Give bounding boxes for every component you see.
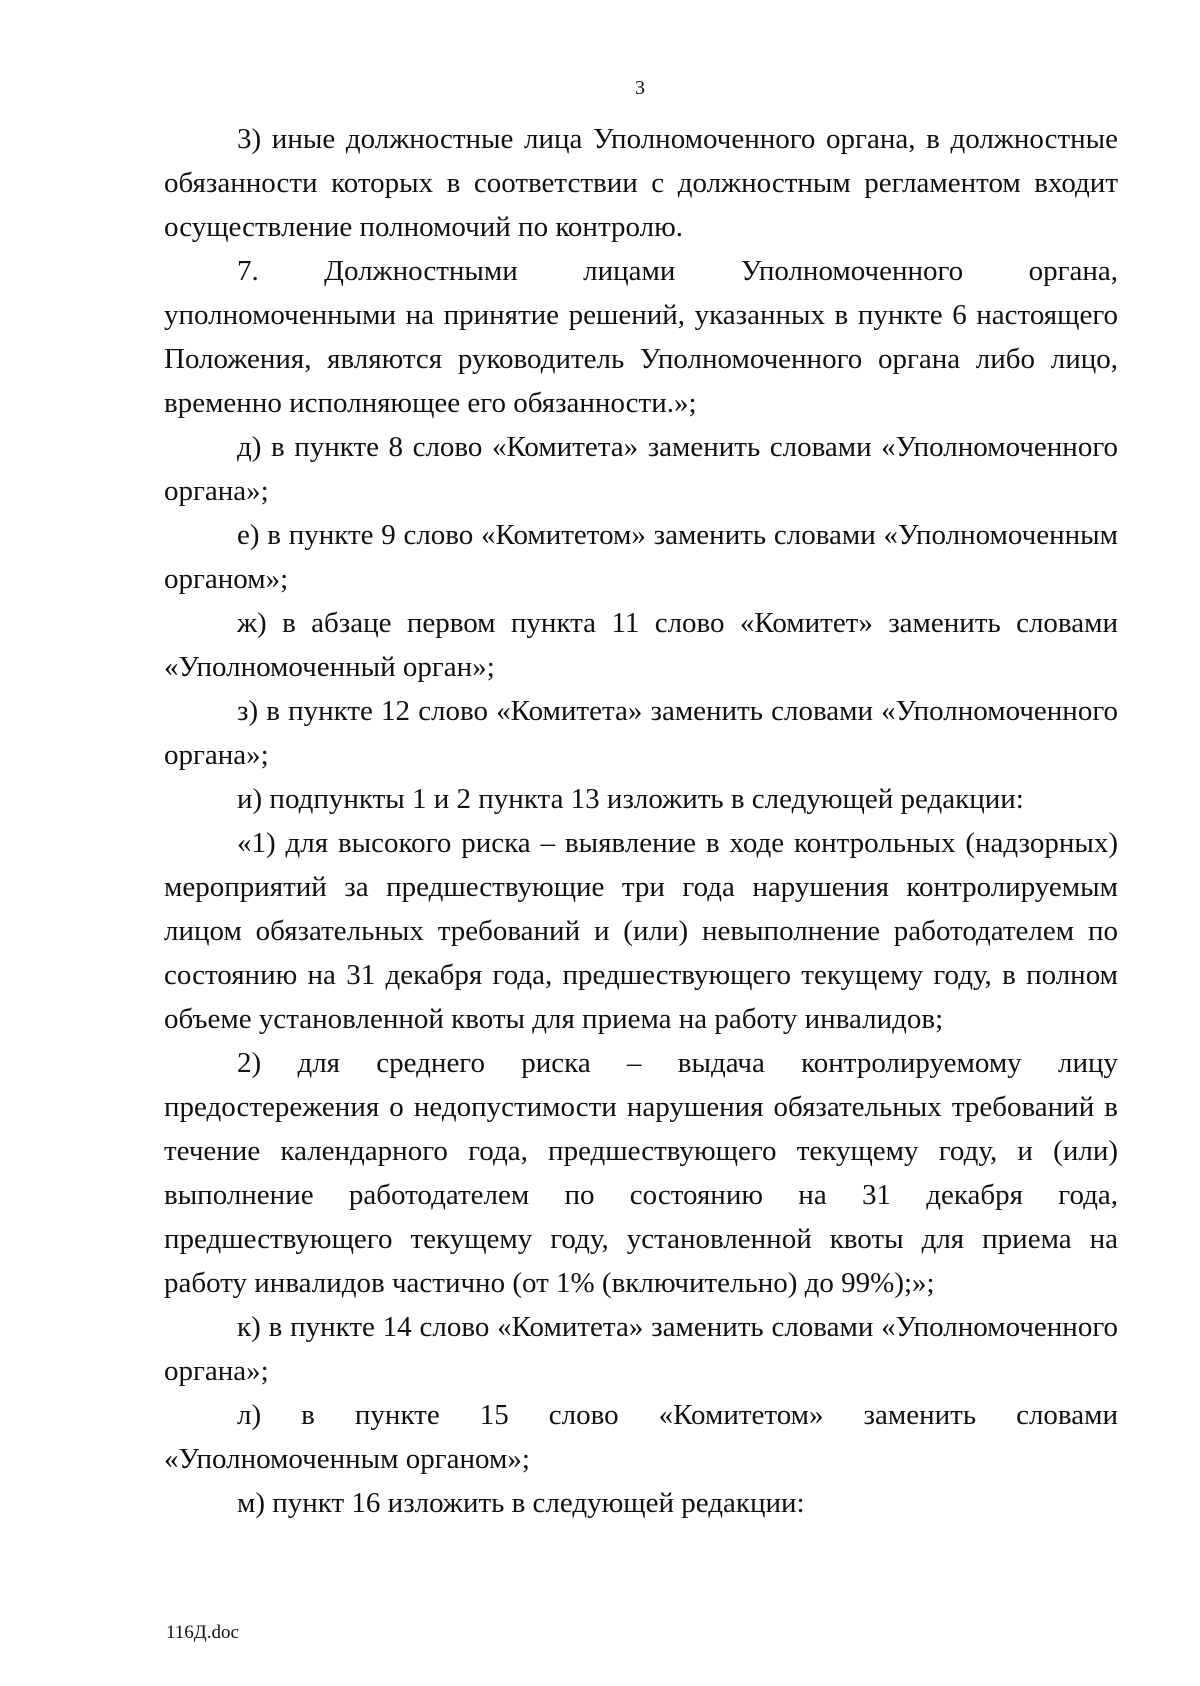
paragraph-item-d: д) в пункте 8 слово «Комитета» заменить словами «Уполномоченного органа»; — [164, 431, 1118, 507]
paragraph-item-7: 7. Должностными лицами Уполномоченного органа, уполномоченными на принятие решений, указанных в пункте 6 настоящего Положения, являются руководитель Уполномоченного органа либо лицо, временно исполняющее его обязанности.»; — [164, 255, 1118, 419]
paragraph-item-i: и) подпункты 1 и 2 пункта 13 изложить в следующей редакции: — [237, 783, 1024, 815]
paragraph-item-e: е) в пункте 9 слово «Комитетом» заменить словами «Уполномоченным органом»; — [164, 519, 1118, 595]
paragraph-subitem-1: «1) для высокого риска – выявление в ходе контрольных (надзорных) мероприятий за предшествующие три года нарушения контролируемым лицом обязательных требований и (или) невыполнение работодателем по состоянию на 31 декабря года, предшествующего текущему году, в полном объеме установленной квоты для приема на работу инвалидов; — [164, 827, 1118, 1035]
paragraph-subitem-2: 2) для среднего риска – выдача контролируемому лицу предостережения о недопустимости нарушения обязательных требований в течение календарного года, предшествующего текущему году, и (или) выполнение работодателем по состоянию на 31 декабря года, предшествующего текущему году, установленной квоты для приема на работу инвалидов частично (от 1% (включительно) до 99%);»; — [164, 1047, 1118, 1299]
paragraph-item-3: 3) иные должностные лица Уполномоченного органа, в должностные обязанности которых в соответствии с должностным регламентом входит осуществление полномочий по контролю. — [164, 123, 1118, 243]
document-body — [164, 117, 1118, 1525]
page-number: 3 — [635, 77, 645, 99]
footer-filename: 116Д.doc — [166, 1622, 239, 1643]
paragraph-item-l: л) в пункте 15 слово «Комитетом» заменить словами «Уполномоченным органом»; — [164, 1399, 1118, 1475]
paragraph-item-k: к) в пункте 14 слово «Комитета» заменить словами «Уполномоченного органа»; — [164, 1311, 1118, 1387]
paragraph-item-zh: ж) в абзаце первом пункта 11 слово «Комитет» заменить словами «Уполномоченный орган»; — [164, 607, 1118, 683]
paragraph-item-m: м) пункт 16 изложить в следующей редакции: — [237, 1487, 805, 1519]
paragraph-item-z: з) в пункте 12 слово «Комитета» заменить словами «Уполномоченного органа»; — [164, 695, 1118, 771]
